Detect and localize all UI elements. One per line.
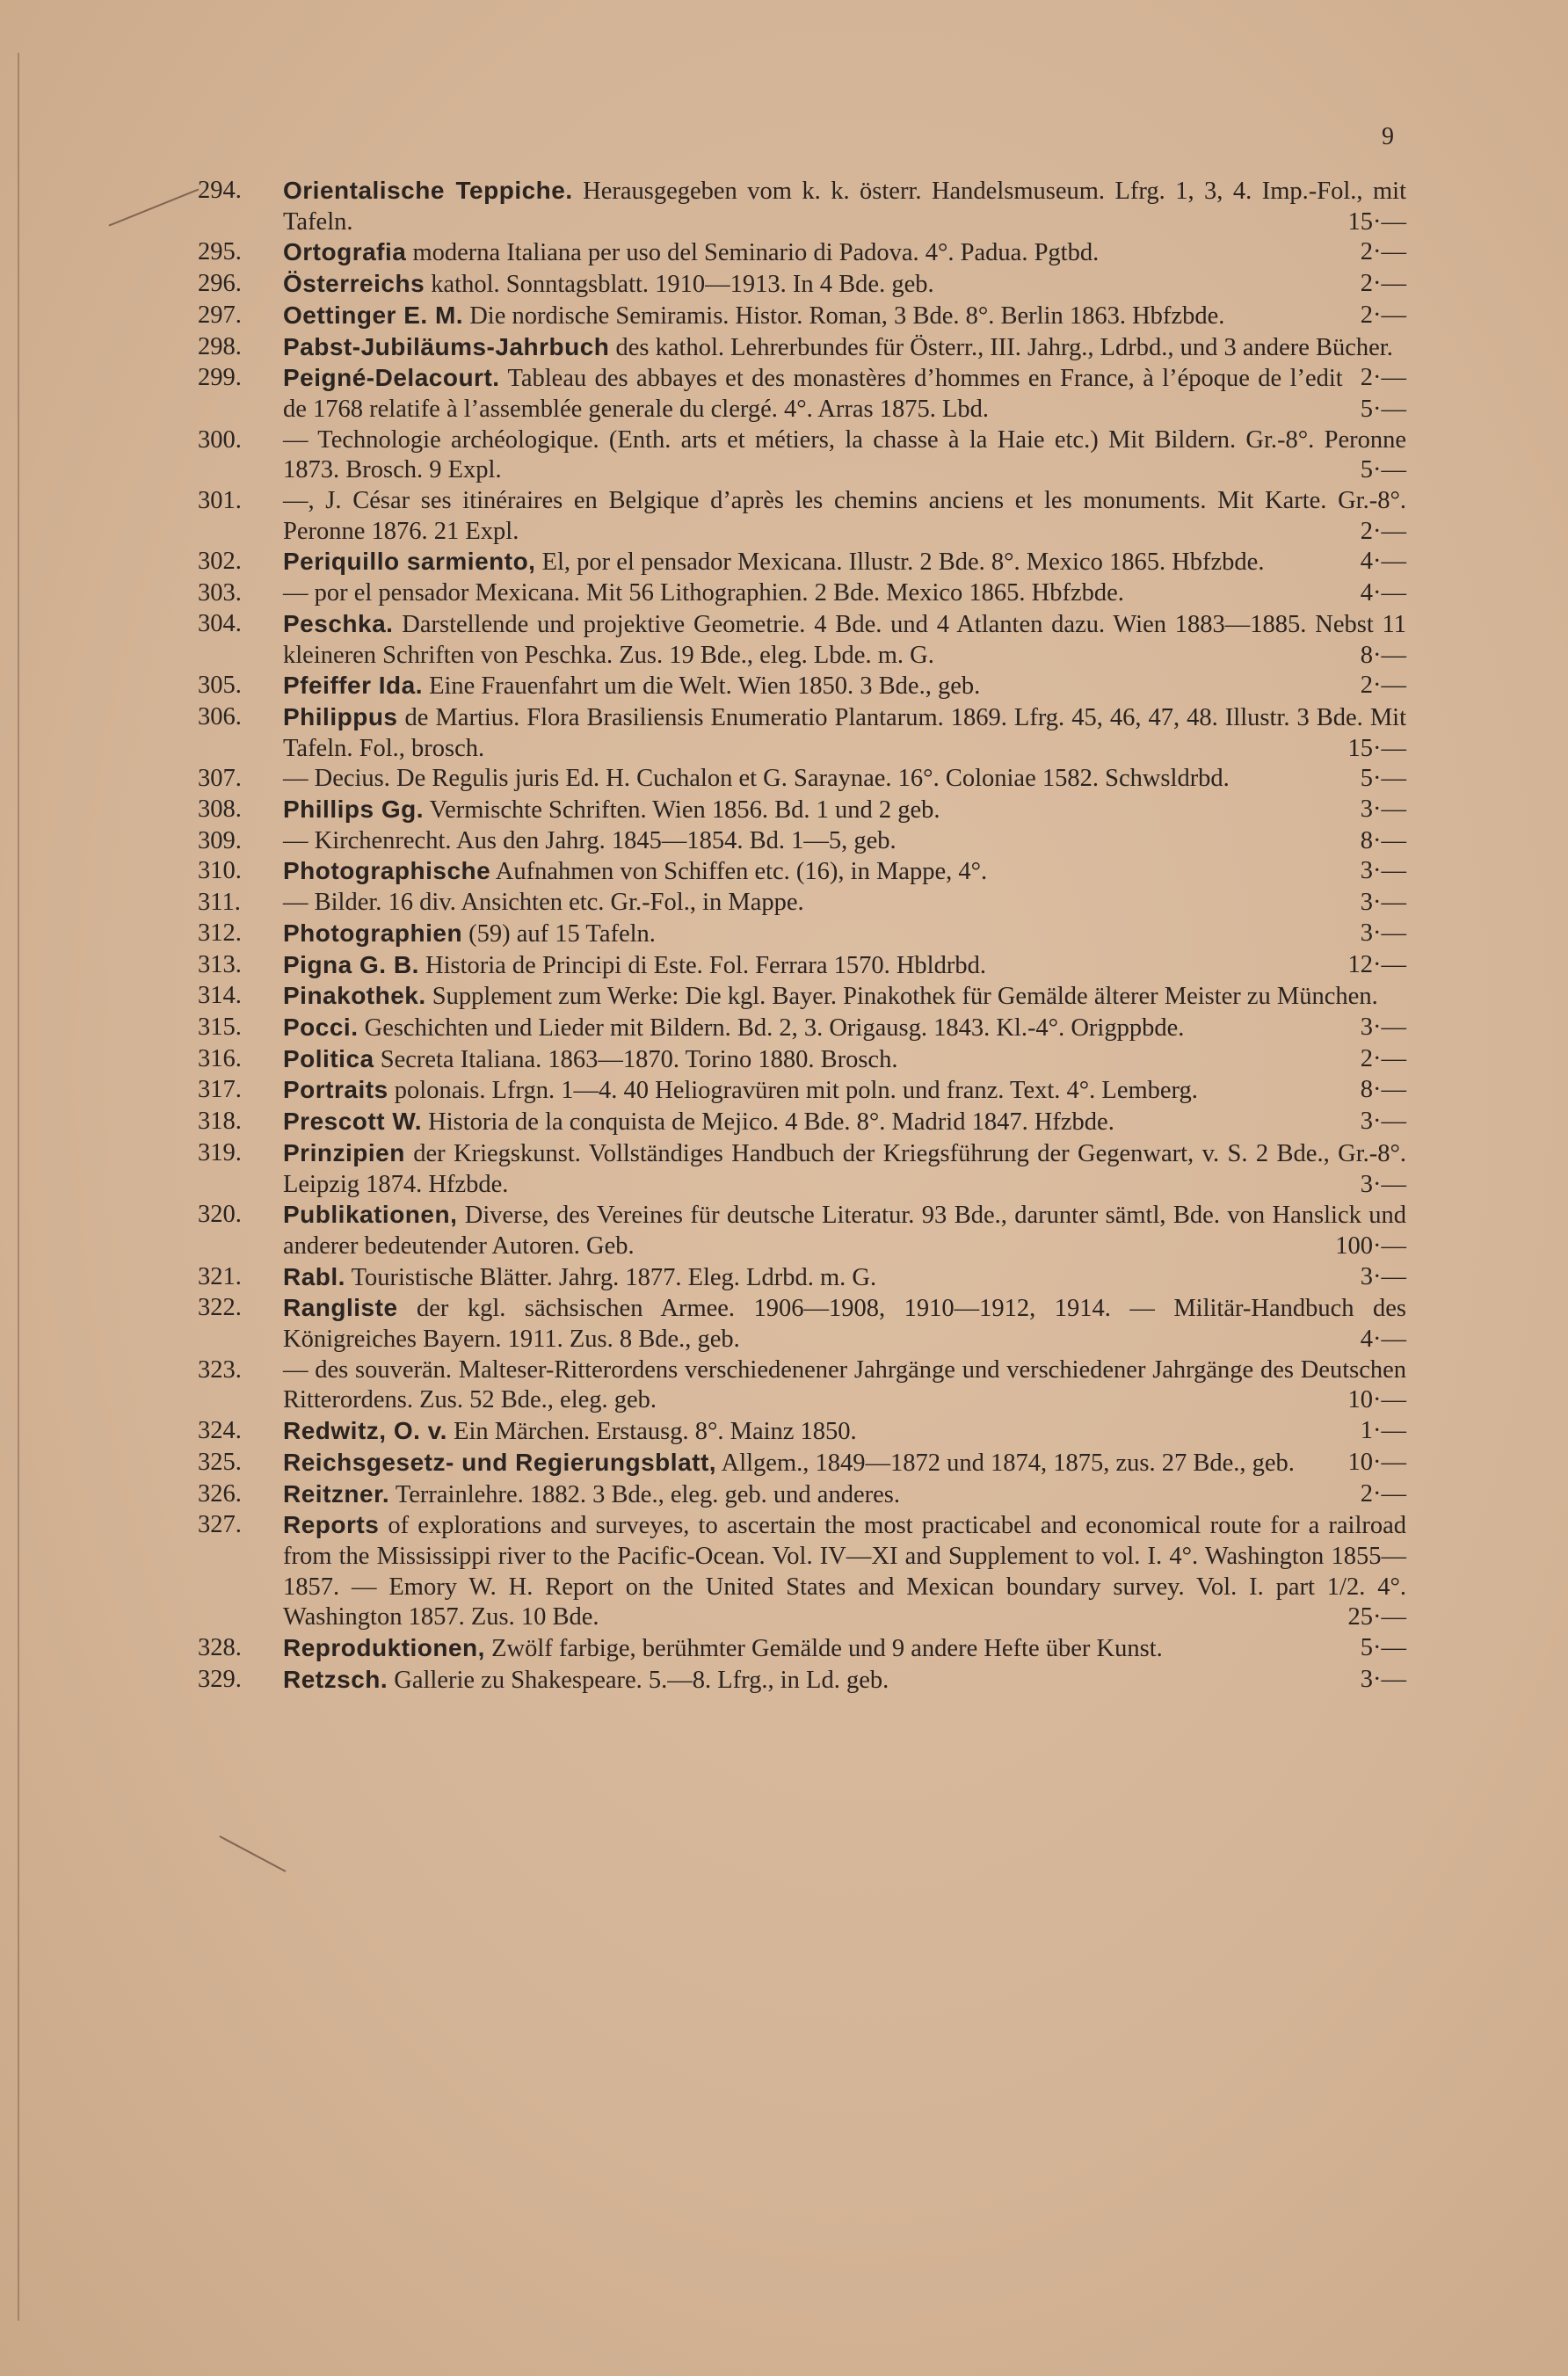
entry-number: 310. xyxy=(198,857,242,885)
entry-description: des kathol. Lehrerbundes für Österr., III. Jahrg., Ldrbd., und 3 andere Bücher. xyxy=(615,333,1393,361)
entry-price: 15·— xyxy=(1347,734,1406,762)
entry-author: Orientalische Teppiche. xyxy=(283,177,573,204)
entry-author: Phillips Gg. xyxy=(283,796,425,824)
catalog-entry xyxy=(198,1355,1406,1416)
entry-description: kathol. Sonntagsblatt. 1910—1913. In 4 Bde. geb. xyxy=(431,271,934,299)
entry-number: 309. xyxy=(198,826,242,854)
catalog-entry xyxy=(198,237,1406,269)
entry-price: 2·— xyxy=(1360,1479,1406,1508)
entry-number: 320. xyxy=(198,1201,242,1229)
catalog-entry xyxy=(198,795,1406,826)
entry-price: 3·— xyxy=(1360,1262,1406,1290)
entry-description: Vermischte Schriften. Wien 1856. Bd. 1 und 2 geb. xyxy=(429,796,940,825)
entry-price: 8·— xyxy=(1360,1076,1406,1104)
entry-author: Reitzner. xyxy=(283,1479,390,1508)
entry-author: Prinzipien xyxy=(283,1138,405,1166)
entry-description: — Technologie archéologique. (Enth. arts et métiers, la chasse à la Haie etc.) Mit Bildern. Gr.-8°. Peronne 1873. Brosch. 9 Expl. xyxy=(283,425,1406,484)
entry-description: Die nordische Semiramis. Histor. Roman, 3 Bde. 8°. Berlin 1863. Hbfzbde. xyxy=(469,302,1225,330)
entry-number: 328. xyxy=(198,1634,242,1662)
entry-author: Reports xyxy=(283,1511,380,1539)
entry-number: 318. xyxy=(198,1108,242,1136)
entry-description: Secreta Italiana. 1863—1870. Torino 1880. Brosch. xyxy=(380,1045,898,1073)
entry-price: 10·— xyxy=(1347,1448,1406,1476)
catalog-entry xyxy=(198,425,1406,486)
catalog-entry xyxy=(198,578,1406,609)
entry-author: Pabst-Jubiläums-Jahrbuch xyxy=(283,332,610,360)
entry-price: 3·— xyxy=(1360,1108,1406,1136)
entry-price: 4·— xyxy=(1360,548,1406,576)
catalog-entry xyxy=(198,1138,1406,1200)
entry-description: Allgem., 1849—1872 und 1874, 1875, zus. 27 Bde., geb. xyxy=(721,1449,1295,1477)
entry-description: Diverse, des Vereines für deutsche Literatur. 93 Bde., darunter sämtl, Bde. von Hanslick und anderer bedeutender Autoren. Geb. xyxy=(283,1202,1406,1260)
entry-number: 319. xyxy=(198,1138,242,1166)
entry-price: 2·— xyxy=(1360,364,1406,392)
entry-number: 312. xyxy=(198,919,242,947)
entry-description: Gallerie zu Shakespeare. 5.—8. Lfrg., in Ld. geb. xyxy=(394,1666,889,1694)
catalog-entry xyxy=(198,1665,1406,1697)
entry-author: Politica xyxy=(283,1044,374,1072)
entry-number: 308. xyxy=(198,796,242,824)
pencil-mark xyxy=(220,1835,287,1872)
entry-number: 305. xyxy=(198,672,242,700)
entry-description: —, J. César ses itinéraires en Belgique d’après les chemins anciens et les monuments. Mit Karte. Gr.-8°. Peronne 1876. 21 Expl. xyxy=(283,487,1406,545)
entry-number: 294. xyxy=(198,177,242,204)
entry-number: 323. xyxy=(198,1355,242,1384)
entry-number: 301. xyxy=(198,487,242,515)
entry-price: 2·— xyxy=(1360,270,1406,298)
entry-author: Retzsch. xyxy=(283,1665,388,1693)
entry-author: Photographien xyxy=(283,919,463,947)
catalog-entry xyxy=(198,1262,1406,1294)
entry-number: 311. xyxy=(198,889,241,917)
catalog-entry xyxy=(198,981,1406,1013)
entry-number: 327. xyxy=(198,1511,242,1539)
catalog-entry xyxy=(198,486,1406,547)
entry-price: 8·— xyxy=(1360,826,1406,854)
entry-description: polonais. Lfrgn. 1—4. 40 Heliogravüren mit poln. und franz. Text. 4°. Lemberg. xyxy=(394,1077,1198,1105)
entry-description: — des souverän. Malteser-Ritterordens verschiedenener Jahrgänge und verschiedener Jahrgänge des Deutschen Ritterordens. Zus. 52 Bde., eleg. geb. xyxy=(283,1355,1406,1414)
entry-number: 295. xyxy=(198,238,242,266)
entry-number: 321. xyxy=(198,1262,242,1290)
catalog-entry xyxy=(198,547,1406,578)
catalog-entry xyxy=(198,1510,1406,1633)
entry-number: 299. xyxy=(198,364,242,392)
entry-number: 298. xyxy=(198,332,242,360)
entry-price: 5·— xyxy=(1360,456,1406,484)
catalog-entry xyxy=(198,609,1406,671)
entry-price: 8·— xyxy=(1360,641,1406,669)
catalog-entry xyxy=(198,856,1406,888)
entry-price: 2·— xyxy=(1360,517,1406,545)
catalog-entry xyxy=(198,950,1406,982)
entry-description: of explorations and surveyes, to ascertain the most practicabel and economical route for a railroad from the Mississippi river to the Pacific-Ocean. Vol. IV—XI and Supplement to vol. I. 4°. Washington 1855—1857. — Emory W. H. Report on the United States and Mexican boundary survey. Vol. I. part 1/2. 4°. Washington 1857. Zus. 10 Bde. xyxy=(283,1512,1406,1631)
entry-price: 3·— xyxy=(1360,889,1406,917)
entry-price: 5·— xyxy=(1360,1634,1406,1662)
entry-price: 4·— xyxy=(1360,579,1406,607)
entry-description: (59) auf 15 Tafeln. xyxy=(468,919,656,948)
catalog-entry xyxy=(198,1075,1406,1107)
entry-description: — por el pensador Mexicana. Mit 56 Lithographien. 2 Bde. Mexico 1865. Hbfzbde. xyxy=(283,579,1124,607)
entry-number: 315. xyxy=(198,1013,242,1041)
entry-description: Ein Märchen. Erstausg. 8°. Mainz 1850. xyxy=(454,1418,857,1446)
catalog-entry xyxy=(198,764,1406,795)
entry-price: 25·— xyxy=(1347,1603,1406,1631)
entry-number: 300. xyxy=(198,425,242,454)
catalog-entry xyxy=(198,269,1406,301)
entry-price: 3·— xyxy=(1360,919,1406,947)
entry-author: Peschka. xyxy=(283,609,394,637)
entry-author: Rabl. xyxy=(283,1262,345,1290)
entry-price: 2·— xyxy=(1360,238,1406,266)
entry-author: Reproduktionen, xyxy=(283,1634,485,1662)
catalog-entry xyxy=(198,1013,1406,1044)
entry-number: 304. xyxy=(198,609,242,637)
entry-author: Philippus xyxy=(283,702,398,730)
entry-number: 329. xyxy=(198,1665,242,1693)
entry-price: 3·— xyxy=(1360,1665,1406,1693)
entry-price: 2·— xyxy=(1360,1044,1406,1072)
catalog-entry xyxy=(198,363,1406,425)
entry-author: Periquillo sarmiento, xyxy=(283,548,536,576)
entry-number: 313. xyxy=(198,950,242,978)
entry-author: Portraits xyxy=(283,1076,388,1104)
catalog-entry xyxy=(198,826,1406,857)
page-edge-line xyxy=(18,53,19,2321)
page-number: 9 xyxy=(1382,123,1394,150)
entry-description: Historia de Principi di Este. Fol. Ferrara 1570. Hbldrbd. xyxy=(425,951,986,979)
entry-author: Pigna G. B. xyxy=(283,950,419,978)
entry-author: Pinakothek. xyxy=(283,982,426,1010)
catalog-entry xyxy=(198,1448,1406,1479)
entry-author: Pfeiffer Ida. xyxy=(283,672,423,700)
catalog-entry xyxy=(198,1416,1406,1448)
entry-price: 1·— xyxy=(1360,1417,1406,1445)
entry-number: 307. xyxy=(198,765,242,793)
entry-number: 314. xyxy=(198,982,242,1010)
entry-description: der kgl. sächsischen Armee. 1906—1908, 1910—1912, 1914. — Militär-Handbuch des Königreiches Bayern. 1911. Zus. 8 Bde., geb. xyxy=(283,1295,1406,1354)
entry-number: 324. xyxy=(198,1417,242,1445)
entry-author: Redwitz, O. v. xyxy=(283,1417,447,1445)
catalog-entry xyxy=(198,176,1406,237)
entry-price: 2·— xyxy=(1360,301,1406,329)
entry-author: Prescott W. xyxy=(283,1108,422,1136)
catalog-entry xyxy=(198,1107,1406,1138)
entry-number: 317. xyxy=(198,1076,242,1104)
entry-price: 5·— xyxy=(1360,395,1406,423)
entry-price: 3·— xyxy=(1360,796,1406,824)
entry-description: Touristische Blätter. Jahrg. 1877. Eleg. Ldrbd. m. G. xyxy=(351,1263,877,1291)
entry-description: Darstellende und projektive Geometrie. 4 Bde. und 4 Atlanten dazu. Wien 1883—1885. Nebst 11 kleineren Schriften von Peschka. Zus. 19 Bde., eleg. Lbde. m. G. xyxy=(283,610,1407,669)
entry-price: 10·— xyxy=(1347,1386,1406,1414)
catalog-entry xyxy=(198,888,1406,919)
entry-number: 302. xyxy=(198,548,242,576)
catalog-entry xyxy=(198,1633,1406,1665)
entry-number: 325. xyxy=(198,1448,242,1476)
entry-price: 5·— xyxy=(1360,765,1406,793)
entry-number: 296. xyxy=(198,270,242,298)
catalog-entry xyxy=(198,1479,1406,1511)
entry-number: 316. xyxy=(198,1044,242,1072)
entry-price: 12·— xyxy=(1347,950,1406,978)
entry-number: 297. xyxy=(198,301,242,329)
catalog-entry xyxy=(198,919,1406,950)
entry-price: 15·— xyxy=(1347,207,1406,236)
entry-description: — Kirchenrecht. Aus den Jahrg. 1845—1854. Bd. 1—5, geb. xyxy=(283,826,897,854)
entry-price: 100·— xyxy=(1335,1232,1406,1260)
entry-description: Terrainlehre. 1882. 3 Bde., eleg. geb. und anderes. xyxy=(395,1480,900,1508)
entry-number: 306. xyxy=(198,702,242,730)
catalog-entry xyxy=(198,702,1406,764)
entry-price: 3·— xyxy=(1360,1013,1406,1041)
catalog-entry xyxy=(198,1293,1406,1355)
entry-description: — Decius. De Regulis juris Ed. H. Cuchalon et G. Saraynae. 16°. Coloniae 1582. Schwsldrbd. xyxy=(283,765,1230,793)
entry-author: Oettinger E. M. xyxy=(283,301,464,329)
entry-description: — Bilder. 16 div. Ansichten etc. Gr.-Fol., in Mappe. xyxy=(283,889,804,917)
entry-description: Aufnahmen von Schiffen etc. (16), in Mappe, 4°. xyxy=(495,858,988,886)
catalog-entry xyxy=(198,301,1406,332)
entry-number: 326. xyxy=(198,1479,242,1508)
entry-price: 3·— xyxy=(1360,857,1406,885)
entry-description: moderna Italiana per uso del Seminario di Padova. 4°. Padua. Pgtbd. xyxy=(412,239,1100,267)
catalog-entry xyxy=(198,1200,1406,1261)
entry-description: Zwölf farbige, berühmter Gemälde und 9 andere Hefte über Kunst. xyxy=(491,1635,1163,1663)
entry-number: 322. xyxy=(198,1294,242,1322)
entry-description: de Martius. Flora Brasiliensis Enumeratio Plantarum. 1869. Lfrg. 45, 46, 47, 48. Illustr. 3 Bde. Mit Tafeln. Fol., brosch. xyxy=(283,703,1406,762)
entry-author: Ortografia xyxy=(283,238,407,266)
catalog-entries xyxy=(198,176,1406,1696)
entry-author: Photographische xyxy=(283,857,491,885)
pencil-mark xyxy=(109,188,200,226)
entry-price: 2·— xyxy=(1360,672,1406,700)
entry-description: Geschichten und Lieder mit Bildern. Bd. 2, 3. Origausg. 1843. Kl.-4°. Origppbde. xyxy=(364,1014,1185,1042)
entry-author: Pocci. xyxy=(283,1013,359,1041)
entry-price: 3·— xyxy=(1360,1170,1406,1198)
entry-description: Herausgegeben vom k. k. österr. Handelsmuseum. Lfrg. 1, 3, 4. Imp.-Fol., mit Tafeln. xyxy=(283,178,1407,236)
entry-description: El, por el pensador Mexicana. Illustr. 2 Bde. 8°. Mexico 1865. Hbfzbde. xyxy=(541,549,1265,577)
entry-description: Historia de la conquista de Mejico. 4 Bde. 8°. Madrid 1847. Hfzbde. xyxy=(428,1108,1114,1137)
entry-price: 4·— xyxy=(1360,1326,1406,1354)
entry-description: der Kriegskunst. Vollständiges Handbuch der Kriegsführung der Gegenwart, v. S. 2 Bde., Gr.-8°. Leipzig 1874. Hfzbde. xyxy=(283,1139,1407,1198)
entry-description: Tableau des abbayes et des monastères d’hommes en France, à l’époque de l’edit de 1768 relatife à l’assemblée generale du clergé. 4°. Arras 1875. Lbd. xyxy=(283,365,1343,423)
entry-author: Reichsgesetz- und Regierungsblatt, xyxy=(283,1448,717,1476)
entry-author: Österreichs xyxy=(283,270,425,298)
entry-number: 303. xyxy=(198,579,242,607)
catalog-entry xyxy=(198,1044,1406,1076)
entry-author: Peigné-Delacourt. xyxy=(283,364,500,392)
entry-description: Eine Frauenfahrt um die Welt. Wien 1850. 3 Bde., geb. xyxy=(429,672,981,701)
entry-author: Publikationen, xyxy=(283,1201,458,1229)
entry-description: Supplement zum Werke: Die kgl. Bayer. Pinakothek für Gemälde älterer Meister zu München. xyxy=(432,983,1378,1011)
catalog-entry xyxy=(198,671,1406,702)
entry-author: Rangliste xyxy=(283,1294,398,1322)
